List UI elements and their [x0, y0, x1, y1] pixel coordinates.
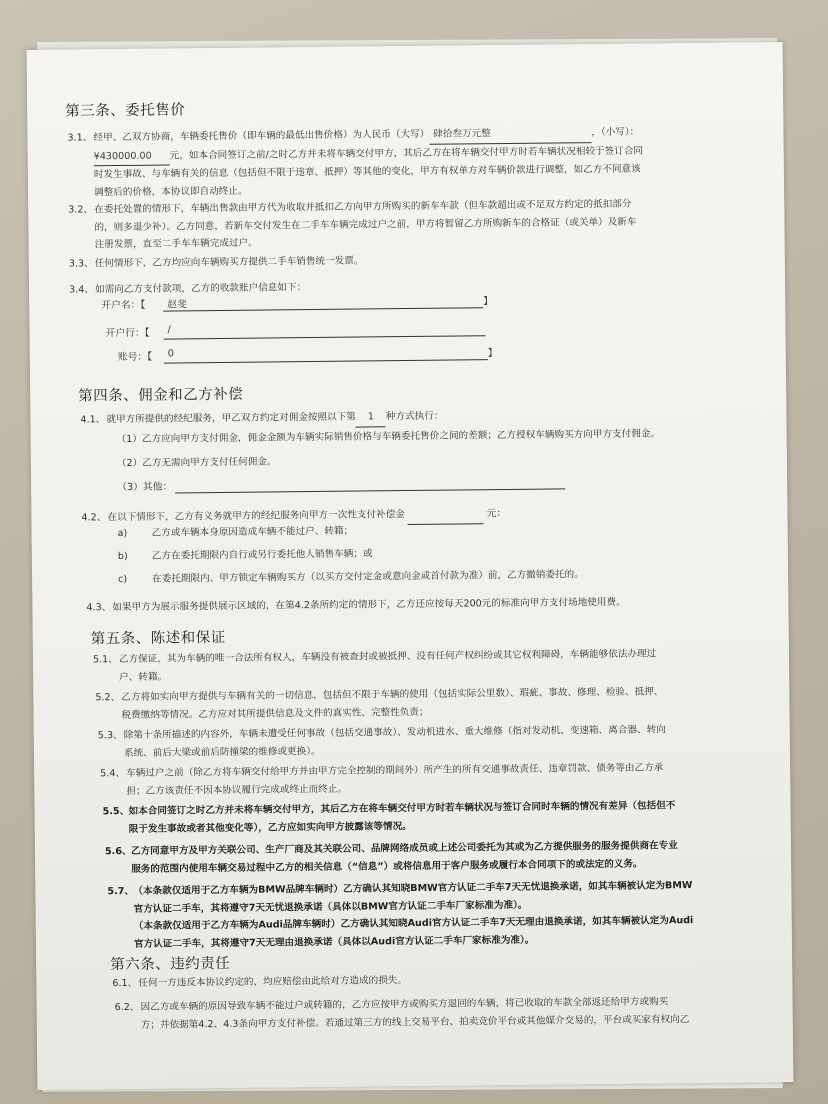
section-6-title: 第六条、违约责任	[110, 955, 231, 974]
clause-text: 服务的范围内使用车辆交易过程中乙方的相关信息（“信息”）或将信息用于客户服务或履行本合同项下的或法定的义务。	[131, 858, 643, 875]
item-b	[118, 541, 778, 565]
clause-text: 调整后的价格，本协议即自动终止。	[94, 185, 248, 198]
clause-text: 如需向乙方支付款项，乙方的收款账户信息如下：	[95, 282, 307, 296]
clause-text: 种方式执行：	[385, 410, 444, 423]
clause-text: ，（小写）：	[591, 126, 640, 139]
item-c	[118, 564, 778, 588]
clause-text: 担；乙方该责任不因本协议履行完成或终止而终止。	[126, 783, 348, 797]
account-number-row	[118, 345, 498, 367]
price-digits-field: ¥430000.00	[94, 147, 170, 166]
clause-text: 经甲、乙双方协商，车辆委托售价（即车辆的最低出售价格）为人民币（大写）	[93, 128, 430, 144]
clause-number: 4.1、	[80, 414, 106, 426]
clause-text: （本条款仅适用于乙方车辆为BMW品牌车辆时）乙方确认其知晓BMW官方认证二手车7天无忧退换承诺，如其车辆被认定为BMW	[133, 880, 693, 897]
clause-number: 5.4、	[100, 767, 126, 780]
clause-text: 注册发票，直至二手车车辆完成过户。	[94, 237, 258, 251]
clause-5-1	[93, 644, 773, 686]
clause-number: 5.6、	[104, 845, 132, 858]
account-holder-value: 赵斐	[167, 299, 187, 311]
bracket-close: 】	[483, 296, 494, 308]
clause-text: 任何情形下，乙方均应向车辆购买方提供二手车销售统一发票。	[94, 255, 364, 270]
option-3-label: （3）其他：	[117, 481, 173, 494]
clause-6-2	[115, 992, 791, 1034]
clause-text: 因乙方或车辆的原因导致车辆不能过户或转籍的，乙方应按甲方或购买方退回的车辆，将已收取的车款全部返还给甲方或购买	[140, 996, 669, 1013]
clause-number: 4.3、	[86, 602, 112, 614]
clause-5-5	[102, 796, 782, 838]
clause-number: 5.7、	[107, 885, 135, 898]
clause-number: 5.3、	[97, 730, 123, 742]
clause-5-4	[100, 758, 780, 800]
item-label: b)	[117, 550, 128, 563]
clause-text: 任何一方违反本协议约定的，均应赔偿由此给对方造成的损失。	[138, 975, 408, 989]
clause-text: （本条款仅适用于乙方车辆为Audi品牌车辆时）乙方确认其知晓Audi官方认证二手车7天无理由退换承诺，如其车辆被认定为Audi	[133, 915, 694, 932]
item-text: 乙方或车辆本身原因造成车辆不能过户、转籍；	[151, 525, 354, 539]
item-text: 在委托期限内、甲方锁定车辆购买方（以买方交付定金或意向金或首付款为准）前，乙方撤销委托的。	[152, 569, 584, 585]
bank-value: /	[167, 324, 171, 336]
clause-text: 元，如本合同签订之前/之时乙方并未将车辆交付甲方，其后乙方在将车辆交付甲方时若车辆状况相较于签订合同	[169, 145, 644, 161]
clause-text: 如本合同签订之时乙方并未将车辆交付甲方，其后乙方在将车辆交付甲方时若车辆状况与签订合同时车辆的情况有差异（包括但不	[128, 800, 676, 817]
clause-text: 就甲方所提供的经纪服务，甲乙双方约定对佣金按照以下第	[106, 411, 356, 426]
item-label: a)	[117, 527, 128, 540]
bank-row	[105, 321, 485, 343]
clause-text: 方；并依据第4.2、4.3条向甲方支付补偿。若通过第三方的线上交易平台、拍卖竞价平台或其他媒介交易的，平台或买家有权向乙	[140, 1013, 690, 1031]
clause-text: 乙方同意甲方及甲方关联公司、生产厂商及其关联公司、品牌网络成员或上述公司委托为其或为乙方提供服务的服务提供商在专业	[130, 840, 678, 857]
section-3-title: 第三条、委托售价	[65, 102, 186, 120]
bank-label: 开户行：【	[105, 327, 150, 340]
clause-text: 乙方保证，其为车辆的唯一合法所有权人，车辆没有被查封或被抵押、没有任何产权纠纷或其它权利障碍，车辆能够依法办理过	[118, 648, 657, 666]
account-number-value: 0	[167, 348, 175, 360]
item-text: 乙方在委托期限内自行或另行委托他人销售车辆；或	[151, 548, 373, 562]
section-4-title: 第四条、佣金和乙方补偿	[78, 386, 244, 405]
clause-5-3	[98, 720, 778, 762]
clause-number: 5.5、	[102, 805, 130, 818]
clause-text: 限于发生事故或者其他变化等），乙方应如实向甲方披露该等情况。	[128, 820, 412, 835]
clause-number: 3.1、	[67, 132, 93, 144]
clause-text: 户、转籍。	[119, 671, 168, 683]
clause-number: 5.1、	[92, 654, 118, 666]
account-holder-row	[101, 293, 494, 315]
clause-text: 官方认证二手车，其将遵守7天无忧退换承诺（具体以BMW官方认证二手车厂家标准为准）。	[133, 899, 528, 915]
clause-text: 在委托处置的情形下，车辆出售款由甲方代为收取并抵扣乙方向甲方所购买的新车车款（但车款超出或不足双方约定的抵扣部分	[94, 198, 632, 216]
clause-number: 5.2、	[95, 692, 121, 704]
clause-number: 4.2、	[81, 512, 107, 524]
clause-5-2	[95, 682, 775, 724]
price-words-field: 肆拾叁万元整	[429, 124, 591, 144]
clause-number: 3.2、	[68, 204, 94, 216]
clause-3-1	[67, 122, 768, 201]
clause-text: 时发生事故、与车辆有关的信息（包括但不限于违章、抵押）等其他的变化，甲方有权单方对车辆价款进行调整，如乙方不同意该	[93, 163, 641, 181]
clause-text: 系统、前后大梁或前后防撞梁的维修或更换）。	[123, 745, 321, 759]
clause-text: 元：	[486, 507, 507, 520]
clause-number: 6.2、	[114, 1001, 140, 1014]
clause-text: 在以下情形下，乙方有义务就甲方的经纪服务向甲方一次性支付补偿金	[107, 509, 405, 524]
clause-text: 乙方将如实向甲方提供与车辆有关的一切信息，包括但不限于车辆的使用（包括实际公里数）、瑕疵、事故、修理、检验、抵押、	[121, 686, 664, 704]
account-number-label: 账号：【	[117, 351, 153, 364]
clause-text: 官方认证二手车，其将遵守7天无理由退换承诺（具体以Audi官方认证二手车厂家标准为准）。	[133, 934, 535, 950]
clause-text: 除第十条所描述的内容外，车辆未遭受任何事故（包括交通事故）、发动机进水、重大维修（指对发动机、变速箱、离合器、转向	[123, 724, 666, 742]
clause-text: 车辆过户之前（除乙方将车辆交付给甲方并由甲方完全控制的期间外）所产生的所有交通事故责任、违章罚款、债务等由乙方承	[126, 762, 664, 779]
clause-number: 3.4、	[69, 284, 95, 296]
option-1: （1）乙方应向甲方支付佣金，佣金金额为车辆实际销售价格与车辆委托售价之间的差额；乙方授权车辆购买方向甲方支付佣金。	[116, 428, 661, 446]
option-2: （2）乙方无需向甲方支付任何佣金。	[116, 456, 277, 470]
clause-text: 税费缴纳等情况。乙方应对其所提供信息及文件的真实性、完整性负责；	[121, 706, 429, 721]
item-label: c)	[118, 573, 128, 586]
contract-page	[27, 42, 794, 1090]
clause-number: 6.1、	[112, 977, 138, 990]
bracket-close: 】	[487, 348, 498, 360]
clause-5-7	[107, 876, 788, 953]
clause-3-2	[68, 194, 769, 254]
account-holder-label: 开户名：【	[101, 299, 146, 312]
section-5-title: 第五条、陈述和保证	[90, 629, 226, 648]
clause-text: 如果甲方为展示服务提供展示区域的，在第4.2条所约定的情形下，乙方还应按每天200元的标准向甲方支付场地使用费。	[112, 596, 626, 614]
clause-5-6	[105, 836, 785, 878]
clause-4-3	[86, 592, 776, 617]
option-3	[117, 474, 577, 497]
clause-number: 3.3、	[68, 258, 94, 270]
commission-choice-field: 1	[356, 408, 386, 427]
clause-text: 的，则多退少补）。乙方同意，若新车交付发生在二手车车辆完成过户之前，甲方将暂留乙方所购新车的合格证（或关单）及新车	[94, 216, 637, 233]
